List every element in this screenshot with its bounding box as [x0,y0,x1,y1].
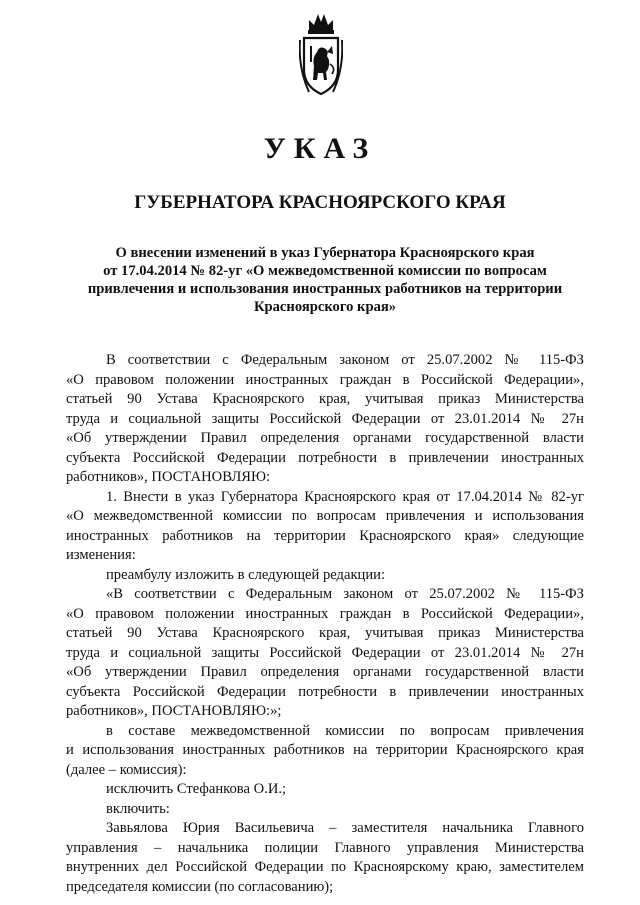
text-line: «О правовом положении иностранных граждан в Российской Федерации», [66,371,584,388]
text-line: субъекта Российской Федерации потребности в привлечении иностранных [66,683,584,700]
paragraph-commission [66,722,584,781]
heading-line: О внесении изменений в указ Губернатора Красноярского края [115,245,535,261]
text-line: изменения: [66,547,136,563]
text-line: работников», ПОСТАНОВЛЯЮ: [66,469,271,485]
text-line: «Об утверждении Правил определения органами государственной власти [66,430,584,446]
paragraph-include [66,800,584,820]
text-line: и использования иностранных работников на территории Красноярского края [66,742,584,758]
text-line: «О правовом положении иностранных граждан в Российской Федерации», [66,605,584,622]
text-line: труда и социальной защиты Российской Федерации от 23.01.2014 № 27н [66,644,584,661]
document-issuer: ГУБЕРНАТОРА КРАСНОЯРСКОГО КРАЯ [134,192,506,213]
paragraph-exclude [66,780,584,800]
paragraph-item-1 [66,488,584,566]
text-line: (далее – комиссия): [66,761,187,778]
text-line: управления – начальника полиции Главного управления Министерства [66,839,584,856]
text-line: субъекта Российской Федерации потребности в привлечении иностранных [66,449,584,466]
text-line: преамбулу изложить в следующей редакции: [106,566,386,583]
document-body [66,351,584,897]
text-line: работников», ПОСТАНОВЛЯЮ:»; [66,703,282,719]
heading-line: от 17.04.2014 № 82-уг «О межведомственной комиссии по вопросам [103,263,547,279]
coat-of-arms-icon [299,8,343,100]
text-line: иностранных работников на территории Красноярского края» следующие [66,527,584,544]
document-title: УКАЗ [263,132,377,165]
text-line: 1. Внести в указ Губернатора Красноярского края от 17.04.2014 № 82-уг [106,488,584,505]
heading-line: Красноярского края» [253,299,397,315]
text-line: труда и социальной защиты Российской Федерации от 23.01.2014 № 27н [66,410,584,427]
heading-line: привлечения и использования иностранных работников на территории [87,281,563,297]
text-line: «В соответствии с Федеральным законом от 25.07.2002 № 115-ФЗ [106,586,584,602]
text-line: Завьялова Юрия Васильевича – заместителя начальника Главного [106,820,584,836]
text-line: статьей 90 Устава Красноярского края, учитывая приказ Министерства [66,625,584,641]
text-line: включить: [106,800,170,817]
text-line: «Об утверждении Правил определения органами государственной власти [66,664,584,680]
document-heading [62,244,588,316]
text-line: исключить Стефанкова О.И.; [106,781,287,797]
paragraph-member [66,819,584,897]
text-line: В соответствии с Федеральным законом от 25.07.2002 № 115-ФЗ [106,352,584,368]
text-line: внутренних дел Российской Федерации по Красноярскому краю, заместителем [66,859,584,875]
paragraph-preamble-instruction [66,566,584,586]
text-line: в составе межведомственной комиссии по вопросам привлечения [106,722,584,739]
paragraph-new-preamble [66,585,584,722]
text-line: «О межведомственной комиссии по вопросам привлечения и использования [66,508,584,524]
paragraph-preamble [66,351,584,488]
text-line: председателя комиссии (по согласованию); [66,878,334,895]
text-line: статьей 90 Устава Красноярского края, учитывая приказ Министерства [66,391,584,407]
